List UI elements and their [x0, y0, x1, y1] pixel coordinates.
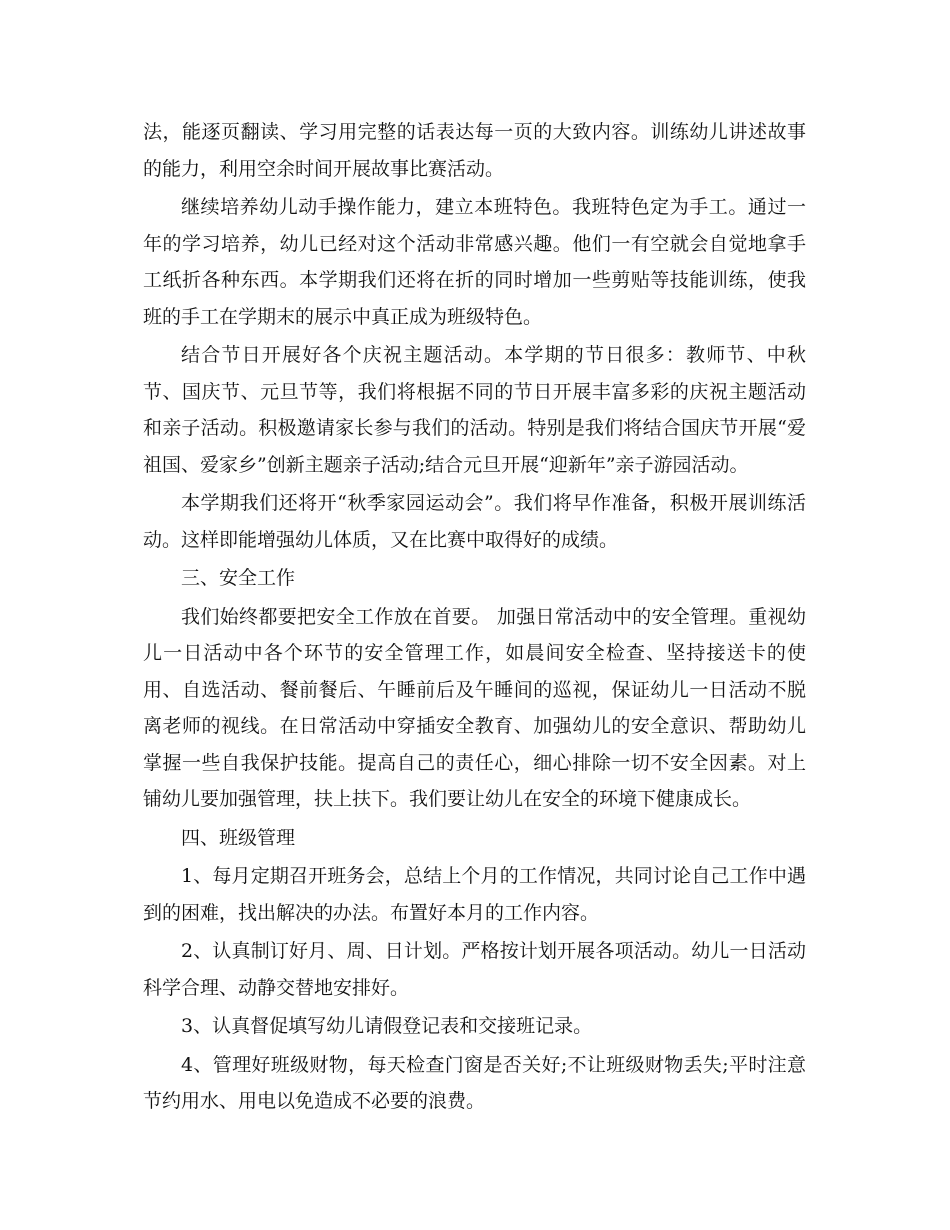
list-item-leave-register: 3、认真督促填写幼儿请假登记表和交接班记录。: [181, 1015, 593, 1037]
paragraph-festival-activities: 结合节日开展好各个庆祝主题活动。本学期的节日很多：教师节、中秋节、国庆节、元旦节等，我们将根据不同的节日开展丰富多彩的庆祝主题活动和亲子活动。积极邀请家长参与我们的活动。特别是我们将结合国庆节开展“爱祖国、爱家乡”创新主题亲子活动;结合元旦开展“迎新年”亲子游园活动。: [143, 344, 806, 476]
list-item-monthly-meeting: 1、每月定期召开班务会，总结上个月的工作情况，共同讨论自己工作中遇到的困难，找出解决的办法。布置好本月的工作内容。: [143, 865, 806, 924]
list-item-planning: 2、认真制订好月、周、日计划。严格按计划开展各项活动。幼儿一日活动科学合理、动静交替地安排好。: [143, 940, 806, 999]
paragraph-safety-work: 我们始终都要把安全工作放在首要。 加强日常活动中的安全管理。重视幼儿一日活动中各个环节的安全管理工作，如晨间安全检查、坚持接送卡的使用、自选活动、餐前餐后、午睡前后及午睡间的巡视，保证幼儿一日活动不脱离老师的视线。在日常活动中穿插安全教育、加强幼儿的安全意识、帮助幼儿掌握一些自我保护技能。提高自己的责任心，细心排除一切不安全因素。对上铺幼儿要加强管理，扶上扶下。我们要让幼儿在安全的环境下健康成长。: [143, 605, 806, 810]
paragraph-continuation: 法，能逐页翻读、学习用完整的话表达每一页的大致内容。训练幼儿讲述故事的能力，利用空余时间开展故事比赛活动。: [143, 121, 806, 180]
document-body: [143, 114, 806, 1122]
section-heading-class-management: 四、班级管理: [181, 826, 296, 849]
paragraph-handcraft-feature: 继续培养幼儿动手操作能力，建立本班特色。我班特色定为手工。通过一年的学习培养，幼儿已经对这个活动非常感兴趣。他们一有空就会自觉地拿手工纸折各种东西。本学期我们还将在折的同时增加一些剪贴等技能训练，使我班的手工在学期末的展示中真正成为班级特色。: [143, 196, 806, 328]
section-heading-safety: 三、安全工作: [181, 567, 296, 589]
list-item-class-property: 4、管理好班级财物，每天检查门窗是否关好;不让班级财物丢失;平时注意节约用水、用电以免造成不必要的浪费。: [143, 1053, 806, 1112]
paragraph-sports-meet: 本学期我们还将开“秋季家园运动会”。我们将早作准备，积极开展训练活动。这样即能增强幼儿体质，又在比赛中取得好的成绩。: [143, 492, 806, 551]
